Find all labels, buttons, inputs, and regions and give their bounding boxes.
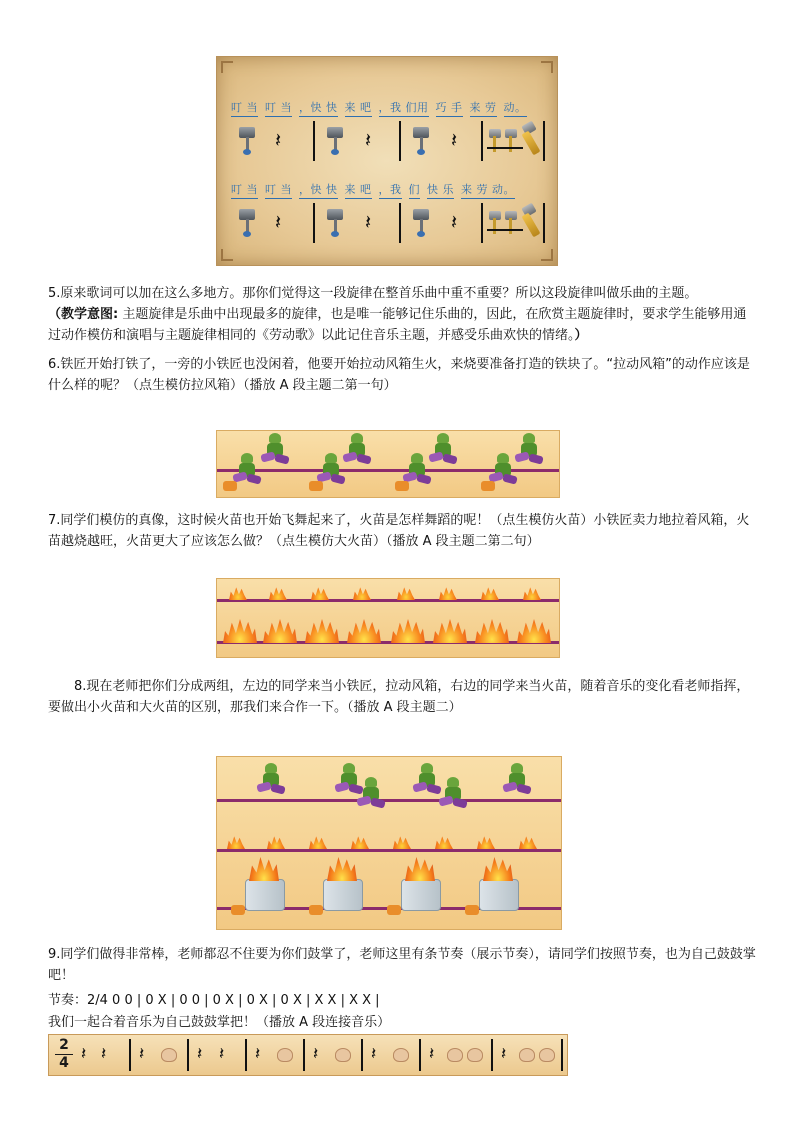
small-flame-icon [523,586,541,600]
clap-icon [447,1048,463,1062]
lyrics-row-2 [231,181,518,199]
furnace-icon [479,879,519,911]
rest-icon: 𝄽 [81,1044,86,1064]
lyric: 来 劳 动。 [461,181,515,199]
bar-line [481,121,483,161]
clap-icon [539,1048,555,1062]
paragraph-8-text: 8.现在老师把你们分成两组，左边的同学来当小铁匠，拉动风箱，右边的同学来当火苗，随着音乐的变化看老师指挥，要做出小火苗和大火苗的区别，那我们来合作一下。（播放 A 段主题二） [48,679,750,715]
bar-line [129,1039,131,1071]
gold-hammer-icon [523,123,545,157]
bar-line [543,121,545,161]
lyric: 来 吧 [345,181,372,199]
blacksmith-dancer-icon [429,433,459,469]
frame-corner [221,249,233,261]
combined-scene-image [216,756,562,930]
big-flame-icon [327,857,357,881]
small-flame-icon [267,835,285,849]
bar-line [399,121,401,161]
blacksmith-dancer-icon [343,433,373,469]
clap-icon [335,1048,351,1062]
bar-line [313,203,315,243]
bellows-icon [465,905,479,915]
bar-line [303,1039,305,1071]
lyric: ，快 快 [299,181,338,199]
teaching-intent-text: 主题旋律是乐曲中出现最多的旋律，也是唯一能够记住乐曲的，因此，在欣赏主题旋律时，要求学生能够用通过动作模仿和演唱与主题旋律相同的《劳动歌》以此记住音乐主题，并感受乐曲欢快的情绪。 [48,307,747,343]
bellows-icon [231,905,245,915]
big-flame-icon [433,619,467,643]
rest-icon: 𝄽 [101,1044,106,1064]
rhythm-strip-image [48,1034,568,1076]
lyric: 们 [409,181,421,199]
bar-line [399,203,401,243]
small-flame-icon [269,586,287,600]
rest-icon: 𝄽 [313,1044,318,1064]
bellows-icon [481,481,495,491]
small-flame-icon [435,835,453,849]
big-flame-icon [483,857,513,881]
paragraph-7 [48,510,758,552]
small-flame-icon [229,586,247,600]
rhythm-notation-line [48,990,758,1011]
clap-icon [393,1048,409,1062]
bar-line [245,1039,247,1071]
lyric: ，快 快 [299,99,338,117]
paragraph-6-text: 6.铁匠开始打铁了，一旁的小铁匠也没闲着，他要开始拉动风箱生火，来烧要准备打造的铁块了。“拉动风箱”的动作应该是什么样的呢？（点生模仿拉风箱）（播放 A 段主题二第一句） [48,357,750,393]
big-flame-icon [405,857,435,881]
frame-corner [221,61,233,73]
paragraph-7-text: 7.同学们模仿的真像，这时候火苗也开始飞舞起来了，火苗是怎样舞蹈的呢！（点生模仿火苗）小铁匠卖力地拉着风箱，火苗越烧越旺，火苗更大了应该怎么做？（点生模仿大火苗）（播放 A 段主题二第二句） [48,513,750,549]
paragraph-6 [48,354,758,396]
rest-icon: 𝄽 [501,1044,506,1064]
rest-icon: 𝄽 [451,210,458,234]
frame-corner [541,249,553,261]
lyric: 快 乐 [427,181,454,199]
small-flame-icon [397,586,415,600]
big-flame-icon [249,857,279,881]
paragraph-9 [48,944,758,986]
lyric: 动。 [504,99,527,117]
lyric: ，我 [379,181,402,199]
frame-corner [541,61,553,73]
paragraph-10-text: 我们一起合着音乐为自己鼓鼓掌把！（播放 A 段连接音乐） [48,1015,391,1030]
rest-icon: 𝄽 [255,1044,260,1064]
lyric: 叮 当 [265,99,292,117]
bar-line [419,1039,421,1071]
blacksmith-dancer-icon [515,433,545,469]
lyric: 巧 手 [436,99,463,117]
hammer-notes-row-2 [229,203,545,243]
lyric: 来 劳 [470,99,497,117]
melody-line [217,849,561,852]
bar-line [561,1039,563,1071]
big-flame-icon [391,619,425,643]
small-flame-icon [393,835,411,849]
lyric: 叮 当 [231,99,258,117]
small-flame-icon [481,586,499,600]
lyric: 叮 当 [231,181,258,199]
melody-board-image [216,56,558,266]
hammer-icon [237,207,259,237]
bar-line [481,203,483,243]
clap-icon [277,1048,293,1062]
furnace-icon [245,879,285,911]
small-flame-icon [227,835,245,849]
clap-icon [467,1048,483,1062]
rest-icon: 𝄽 [197,1044,202,1064]
small-flame-icon [477,835,495,849]
big-flame-icon [475,619,509,643]
furnace-icon [323,879,363,911]
clap-icon [519,1048,535,1062]
rest-icon: 𝄽 [275,210,282,234]
paragraph-5 [48,283,758,346]
small-flame-icon [353,586,371,600]
bar-line [491,1039,493,1071]
bellows-icon [309,905,323,915]
lyrics-row-1 [231,99,530,117]
rhythm-notation-text: 节奏：2/4 0 0 | 0 X | 0 0 | 0 X | 0 X | 0 X | X X | X X | [48,993,380,1008]
flames-image [216,578,560,658]
teaching-intent-label: （教学意图: [48,307,119,322]
small-flame-icon [351,835,369,849]
bar-line [543,203,545,243]
hammer-notes-row-1 [229,121,545,161]
furnace-icon [401,879,441,911]
teaching-intent-close: ） [574,328,588,343]
gold-hammer-icon [523,205,545,239]
rest-icon: 𝄽 [365,128,372,152]
melody-line [217,599,559,602]
time-signature [55,1037,73,1072]
bellows-dancers-image [216,430,560,498]
melody-line [217,799,561,802]
lyric: ，我 们用 [379,99,429,117]
paragraph-10 [48,1012,758,1033]
rest-icon: 𝄽 [451,128,458,152]
rest-icon: 𝄽 [275,128,282,152]
big-flame-icon [223,619,257,643]
paragraph-5-text: 5.原来歌词可以加在这么多地方。那你们觉得这一段旋律在整首乐曲中重不重要？所以这段旋律叫做乐曲的主题。 [48,286,698,301]
small-flame-icon [309,835,327,849]
rest-icon: 𝄽 [371,1044,376,1064]
rest-icon: 𝄽 [365,210,372,234]
paragraph-9-text: 9.同学们做得非常棒，老师都忍不住要为你们鼓掌了，老师这里有条节奏（展示节奏），请同学们按照节奏，也为自己鼓鼓掌吧！ [48,947,756,983]
bar-line [361,1039,363,1071]
time-signature-top: 2 [59,1037,69,1053]
small-flame-icon [311,586,329,600]
small-flame-icon [439,586,457,600]
rest-icon: 𝄽 [139,1044,144,1064]
big-flame-icon [305,619,339,643]
blacksmith-dancer-icon [439,777,469,813]
lyric: 来 吧 [345,99,372,117]
blacksmith-dancer-icon [357,777,387,813]
time-signature-bottom: 4 [55,1054,73,1072]
big-flame-icon [517,619,551,643]
rest-icon: 𝄽 [219,1044,224,1064]
blacksmith-dancer-icon [503,763,533,799]
bellows-icon [395,481,409,491]
small-flame-icon [519,835,537,849]
big-flame-icon [347,619,381,643]
clap-icon [161,1048,177,1062]
hammer-icon [325,125,347,155]
rest-icon: 𝄽 [429,1044,434,1064]
hammer-icon [411,125,433,155]
big-flame-icon [263,619,297,643]
hammer-icon [411,207,433,237]
bar-line [187,1039,189,1071]
bar-line [313,121,315,161]
blacksmith-dancer-icon [233,453,263,489]
bellows-icon [309,481,323,491]
blacksmith-dancer-icon [261,433,291,469]
lyric: 叮 当 [265,181,292,199]
hammer-icon [237,125,259,155]
hammer-icon [325,207,347,237]
blacksmith-dancer-icon [257,763,287,799]
bellows-icon [387,905,401,915]
bellows-icon [223,481,237,491]
paragraph-8 [48,676,758,718]
